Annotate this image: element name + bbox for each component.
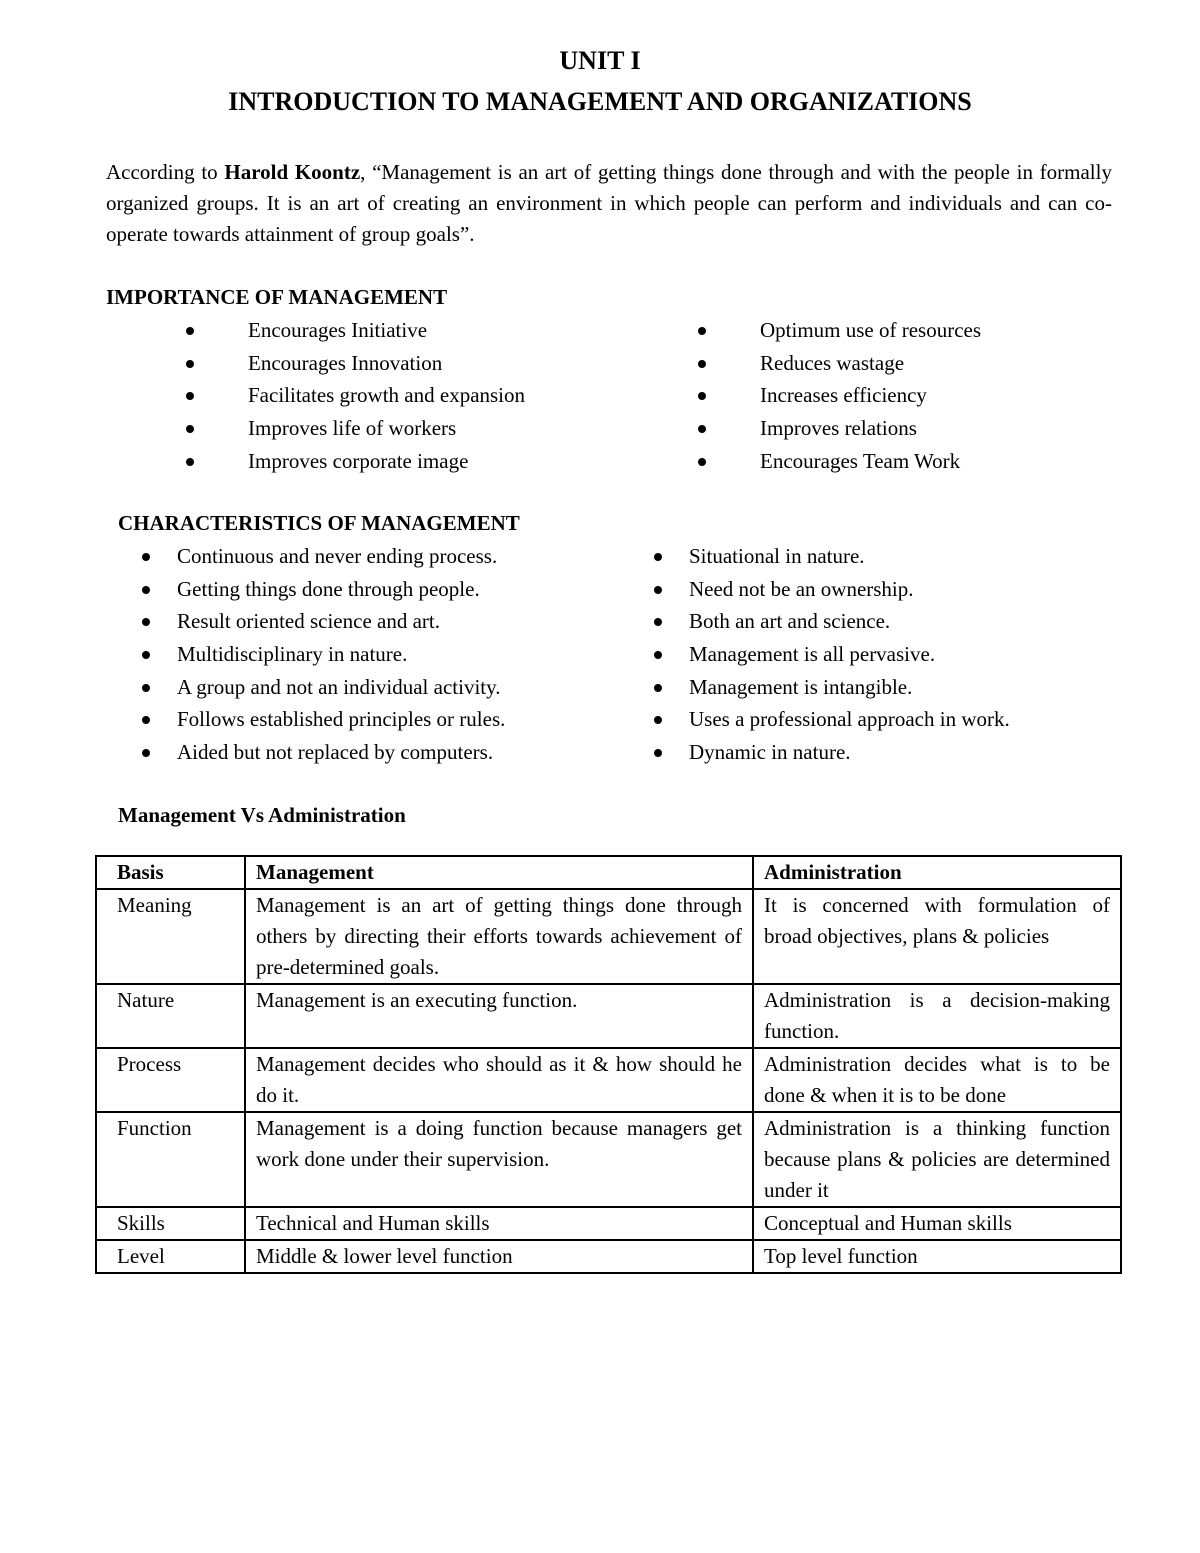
bullet-icon [142, 586, 150, 594]
bullet-icon [654, 749, 662, 757]
list-item-text: Increases efficiency [760, 383, 927, 408]
list-item-text: Follows established principles or rules. [177, 707, 506, 732]
cell-basis: Level [96, 1240, 245, 1273]
list-item-text: Both an art and science. [689, 609, 891, 634]
cell-basis: Skills [96, 1207, 245, 1240]
list-item [654, 638, 1010, 671]
list-item-text: Management is all pervasive. [689, 642, 936, 667]
bullet-icon [142, 749, 150, 757]
list-item-text: Dynamic in nature. [689, 740, 851, 765]
list-item-text: Improves life of workers [248, 416, 457, 441]
cell-administration: Administration is a thinking function because plans & policies are determined under it [753, 1112, 1121, 1207]
bullet-icon [654, 651, 662, 659]
cell-basis: Process [96, 1048, 245, 1112]
list-item [186, 347, 525, 380]
cell-basis: Meaning [96, 889, 245, 984]
list-item [698, 314, 981, 347]
list-item [698, 412, 981, 445]
list-item [142, 573, 505, 606]
table-row [96, 1048, 1121, 1112]
list-item [142, 605, 505, 638]
bullet-icon [698, 360, 706, 368]
list-item-text: Result oriented science and art. [177, 609, 440, 634]
header-administration: Administration [753, 856, 1121, 889]
cell-administration: Administration is a decision-making function. [753, 984, 1121, 1048]
table-row [96, 889, 1121, 984]
bullet-icon [654, 716, 662, 724]
unit-title: UNIT I [559, 46, 641, 75]
table-row [96, 1240, 1121, 1273]
bullet-icon [186, 392, 194, 400]
list-item [698, 445, 981, 478]
bullet-icon [186, 360, 194, 368]
importance-list-left [186, 314, 525, 477]
list-item [142, 540, 505, 573]
bullet-icon [186, 327, 194, 335]
list-item-text: Encourages Initiative [248, 318, 428, 342]
comparison-table [95, 855, 1122, 1274]
intro-author: Harold Koontz [224, 160, 361, 184]
list-item-text: Encourages Team Work [760, 448, 961, 473]
list-item-text: A group and not an individual activity. [177, 674, 501, 699]
chapter-title: INTRODUCTION TO MANAGEMENT AND ORGANIZATIONS [228, 87, 972, 116]
bullet-icon [142, 716, 150, 724]
list-item-text: Facilitates growth and expansion [248, 383, 526, 408]
list-item [186, 314, 525, 347]
list-item [654, 736, 1010, 769]
importance-heading: IMPORTANCE OF MANAGEMENT [106, 285, 448, 309]
list-item [142, 736, 505, 769]
list-item-text: Optimum use of resources [760, 318, 982, 342]
table-header-row [96, 856, 1121, 889]
cell-administration: Administration decides what is to be done & when it is to be done [753, 1048, 1121, 1112]
header-basis: Basis [96, 856, 245, 889]
list-item-text: Need not be an ownership. [689, 576, 914, 601]
bullet-icon [698, 458, 706, 466]
list-item [142, 671, 505, 704]
importance-list-right [698, 314, 981, 477]
cell-basis: Function [96, 1112, 245, 1207]
list-item [186, 445, 525, 478]
bullet-icon [698, 392, 706, 400]
cell-management: Management is an art of getting things done through others by directing their efforts towards achievement of pre-determined goals. [245, 889, 753, 984]
intro-prefix: According to [106, 160, 225, 184]
list-item-text: Continuous and never ending process. [177, 544, 498, 568]
list-item [186, 412, 525, 445]
bullet-icon [142, 651, 150, 659]
bullet-icon [142, 553, 150, 561]
cell-administration: Conceptual and Human skills [753, 1207, 1121, 1240]
list-item [142, 638, 505, 671]
list-item-text: Improves corporate image [248, 448, 469, 473]
characteristics-list-left [142, 540, 505, 769]
bullet-icon [654, 684, 662, 692]
list-item-text: Aided but not replaced by computers. [177, 740, 494, 765]
bullet-icon [698, 425, 706, 433]
comparison-heading: Management Vs Administration [118, 803, 406, 827]
cell-management: Management is a doing function because managers get work done under their supervision. [245, 1112, 753, 1207]
list-item-text: Uses a professional approach in work. [689, 707, 1010, 732]
intro-definition: , “Management is an art of getting things done through and with the people in formally organized groups. It is an art of creating an environment in which people can perform and individuals and can co-operate towards attainment of group goals”. [106, 160, 1112, 246]
intro-paragraph [106, 157, 1112, 250]
cell-management: Management decides who should as it & how should he do it. [245, 1048, 753, 1112]
characteristics-heading: CHARACTERISTICS OF MANAGEMENT [118, 511, 520, 535]
bullet-icon [142, 618, 150, 626]
list-item [654, 605, 1010, 638]
cell-administration: Top level function [753, 1240, 1121, 1273]
list-item [698, 379, 981, 412]
characteristics-list-right [654, 540, 1010, 769]
bullet-icon [142, 684, 150, 692]
bullet-icon [654, 586, 662, 594]
bullet-icon [186, 458, 194, 466]
list-item-text: Multidisciplinary in nature. [177, 642, 408, 667]
list-item-text: Improves relations [760, 416, 917, 441]
list-item [654, 573, 1010, 606]
bullet-icon [654, 553, 662, 561]
header-management: Management [245, 856, 753, 889]
list-item [142, 703, 505, 736]
bullet-icon [698, 327, 706, 335]
bullet-icon [186, 425, 194, 433]
table-row [96, 984, 1121, 1048]
list-item [654, 671, 1010, 704]
list-item [654, 703, 1010, 736]
list-item-text: Management is intangible. [689, 674, 913, 699]
list-item-text: Situational in nature. [689, 544, 865, 568]
list-item [698, 347, 981, 380]
list-item-text: Reduces wastage [760, 350, 905, 375]
list-item-text: Encourages Innovation [248, 350, 443, 375]
cell-basis: Nature [96, 984, 245, 1048]
cell-management: Middle & lower level function [245, 1240, 753, 1273]
list-item [654, 540, 1010, 573]
list-item-text: Getting things done through people. [177, 576, 480, 601]
list-item [186, 379, 525, 412]
cell-management: Technical and Human skills [245, 1207, 753, 1240]
table-row [96, 1112, 1121, 1207]
cell-management: Management is an executing function. [245, 984, 753, 1048]
cell-administration: It is concerned with formulation of broad objectives, plans & policies [753, 889, 1121, 984]
bullet-icon [654, 618, 662, 626]
table-row [96, 1207, 1121, 1240]
